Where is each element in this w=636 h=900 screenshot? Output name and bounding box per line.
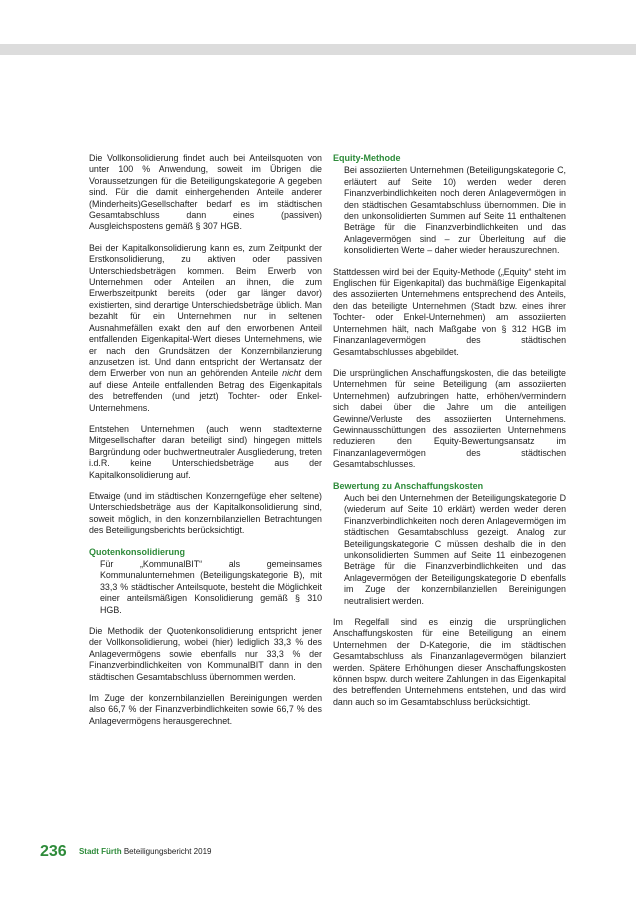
page-number: 236 xyxy=(40,843,67,860)
paragraph-text: Bei der Kapitalkonsolidierung kann es, zum Zeitpunkt der Erstkonsolidierung, zu aktiven oder passiven Unterschiedsbeträgen kommen. Beim Erwerb von Unternehmen oder Anteilen an ihnen, die zum Erwerbszeitpunkt bereits (oder gar länger davor) existierten, sind derartige Unterschiedsbeträge üblich. Man bezahlt für ein Unternehmen nur in seltenen Ausnahmefällen exakt den auf den erworbenen Anteil entfallenden Eigenkapital-Wert dieses Unternehmens, wie er nach den Grundsätzen der Konzernbilanzierung anzusetzen ist. Und dann entspricht der Wertansatz der dem Erwerber von nun an gehörenden Anteile xyxy=(89,242,322,379)
page-footer xyxy=(40,843,211,861)
left-column xyxy=(89,153,322,737)
paragraph: Die Vollkonsolidierung findet auch bei Anteilsquoten von unter 100 % Anwendung, soweit im Übrigen die Voraussetzungen für die Beteiligungskategorie A gegeben sind. Für die damit einhergehenden Anteile anderer (Minderheits)Gesellschafter bedarf es im städtischen Gesamtabschluss dann eines (passiven) Ausgleichspostens gemäß § 307 HGB. xyxy=(89,153,322,232)
paragraph: Die Methodik der Quotenkonsolidierung entspricht jener der Vollkonsolidierung, wobei (hier) lediglich 33,3 % des Anlagevermögens sowie ebenfalls nur 33,3 % der Finanzverbindlichkeiten von KommunalBIT dann in den städtischen Gesamtabschluss übernommen werden. xyxy=(89,626,322,682)
paragraph: Entstehen Unternehmen (auch wenn stadtexterne Mitgesellschafter daran beteiligt sind) hingegen mittels Bargründung oder buchwertneutraler Ausgliederung, treten i.d.R. keine Unterschiedsbeträge aus der Kapitalkonsolidierung auf. xyxy=(89,423,322,480)
paragraph: Auch bei den Unternehmen der Beteiligungskategorie D (wiederum auf Seite 10 erklärt) werden weder deren Finanzverbindlichkeiten noch deren Anlagevermögen im städtischen Gesamtabschluss gezeigt. Analog zur Beteiligungskategorie C müssen deshalb die in den unkonsolidierten Summen auf Seite 11 einbezogenen Beträge für die Finanzverbindlichkeiten und das Anlagevermögen der Beteiligungskategorie D ebenfalls im Zuge der konzernbilanziellen Bereinigungen neutralisiert werden. xyxy=(344,492,566,606)
section-heading-equity-methode: Equity-Methode xyxy=(333,153,401,163)
paragraph: Die ursprünglichen Anschaffungskosten, die das beteiligte Unternehmen für seine Beteiligung (am assoziierten Unternehmen) aufzubringen hatte, erhöhen/vermindern sich dabei über die Jahre um die anteiligen Gewinne/Verluste des assoziierten Unternehmens. Gewinnausschüttungen des assoziierten Unternehmens reduzieren den Equity-Bewertungsansatz im Finanzanlagevermögen des städtischen Gesamtabschlusses. xyxy=(333,367,566,470)
paragraph: Für „KommunalBIT“ als gemeinsames Kommunalunternehmen (Beteiligungskategorie B), mit 33,3 % städtischer Anteilsquote, besteht die Möglichkeit einer anteilsmäßigen Konsolidierung gemäß § 310 HGB. xyxy=(100,559,322,615)
footer-brand: Stadt Fürth xyxy=(78,847,122,856)
emphasis-text: nicht xyxy=(282,368,301,379)
top-gray-band xyxy=(0,44,636,55)
paragraph: Stattdessen wird bei der Equity-Methode („Equity“ steht im Englischen für Eigenkapital) das buchmäßige Eigenkapital des assoziierten Unternehmens entsprechend des Anteils, den das beteiligte Unternehmen (Stadt bzw. eines ihrer Tochter- oder Enkel-Unternehmen) am assoziierten Unternehmen hält, nach Maßgabe von § 312 HGB im Finanzanlagevermögen des städtischen Gesamtabschlusses abgebildet. xyxy=(333,266,566,357)
section-heading-bewertung: Bewertung zu Anschaffungskosten xyxy=(333,480,484,491)
paragraph: Bei assoziierten Unternehmen (Beteiligungskategorie C, erläutert auf Seite 10) werden weder deren Finanzverbindlichkeiten noch deren Anlagevermögen in den städtischen Gesamtabschluss übernommen. Die in den unkonsolidierten Summen auf Seite 11 enthaltenen Beträge für die Finanzverbindlichkeiten und das Anlagevermögen sind – zur Überleitung auf die konsolidierten Werte – daher wieder herauszurechnen. xyxy=(344,165,566,256)
paragraph: Etwaige (und im städtischen Konzerngefüge eher seltene) Unterschiedsbeträge aus der Kapitalkonsolidierung sind, soweit möglich, in den konzernbilanziellen Betrachtungen des Beteiligungsberichts berücksichtigt. xyxy=(89,490,322,536)
right-column xyxy=(333,153,566,718)
paragraph-text: dem auf diese Anteile entfallenden Betrag des Eigenkapitals des betreffenden (und jetzt) Tochter- oder Enkel-Unternehmens. xyxy=(89,368,322,413)
paragraph: Im Regelfall sind es einzig die ursprünglichen Anschaffungskosten für eine Beteiligung an einem Unternehmen der D-Kategorie, die im städtischen Gesamtabschluss als Finanzanlagevermögen bilanziert werden. Spätere Erhöhungen dieser Anschaffungskosten können bspw. durch weitere Zahlungen in das Eigenkapital des betreffenden Unternehmens entstehen, und das wird dann auch so im Gesamtabschluss berücksichtigt. xyxy=(333,617,566,707)
section-heading-quotenkonsolidierung: Quotenkonsolidierung xyxy=(89,546,185,557)
paragraph xyxy=(89,243,322,414)
footer-title: Beteiligungsbericht 2019 xyxy=(123,847,212,856)
paragraph: Im Zuge der konzernbilanziellen Bereinigungen werden also 66,7 % der Finanzverbindlichkeiten sowie 66,7 % des Anlagevermögens herausgerechnet. xyxy=(89,693,322,726)
